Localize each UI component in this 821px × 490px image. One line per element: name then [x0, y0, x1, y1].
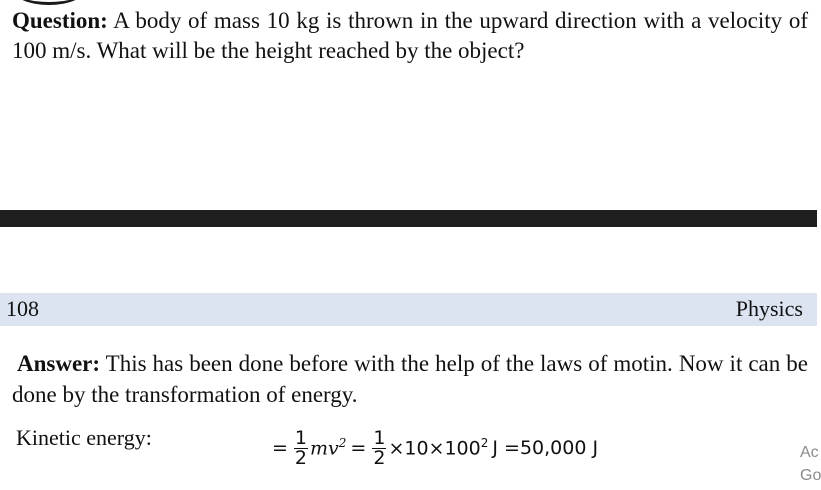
result-value: J =50,000 J — [492, 437, 599, 459]
fraction-denominator: 2 — [373, 446, 386, 469]
kinetic-energy-formula — [268, 424, 598, 472]
mv-term: $mv^2$ — [310, 436, 347, 460]
question-text: A body of mass 10 kg is thrown in the upward direction with a velocity of 100 m/s. What will be the height reached by the object? — [12, 8, 808, 63]
answer-text: This has been done before with the help of the laws of motin. Now it can be done by the transformation of energy. — [12, 351, 808, 407]
kinetic-energy-label: Kinetic energy: — [16, 425, 152, 450]
equals-sign: = — [350, 437, 367, 459]
question-paragraph — [12, 6, 808, 66]
subject-title: Physics — [735, 296, 803, 321]
page-header — [0, 293, 817, 326]
decorative-arc — [14, 0, 84, 5]
product-expression: $\times 10\times 100^2$ — [388, 436, 489, 460]
fraction-numerator: 1 — [294, 426, 308, 449]
fraction-half — [294, 426, 308, 469]
fraction-denominator: 2 — [294, 446, 308, 469]
answer-label: Answer: — [17, 351, 101, 376]
page-divider — [0, 210, 817, 227]
fraction-half — [372, 426, 386, 469]
side-text-line1: Ac — [800, 444, 819, 461]
side-text-line2: Go — [800, 467, 821, 484]
fraction-numerator: 1 — [373, 426, 386, 449]
question-label: Question: — [12, 8, 108, 33]
page-number: 108 — [6, 296, 39, 321]
answer-paragraph — [12, 348, 808, 410]
equals-sign: = — [272, 437, 288, 459]
